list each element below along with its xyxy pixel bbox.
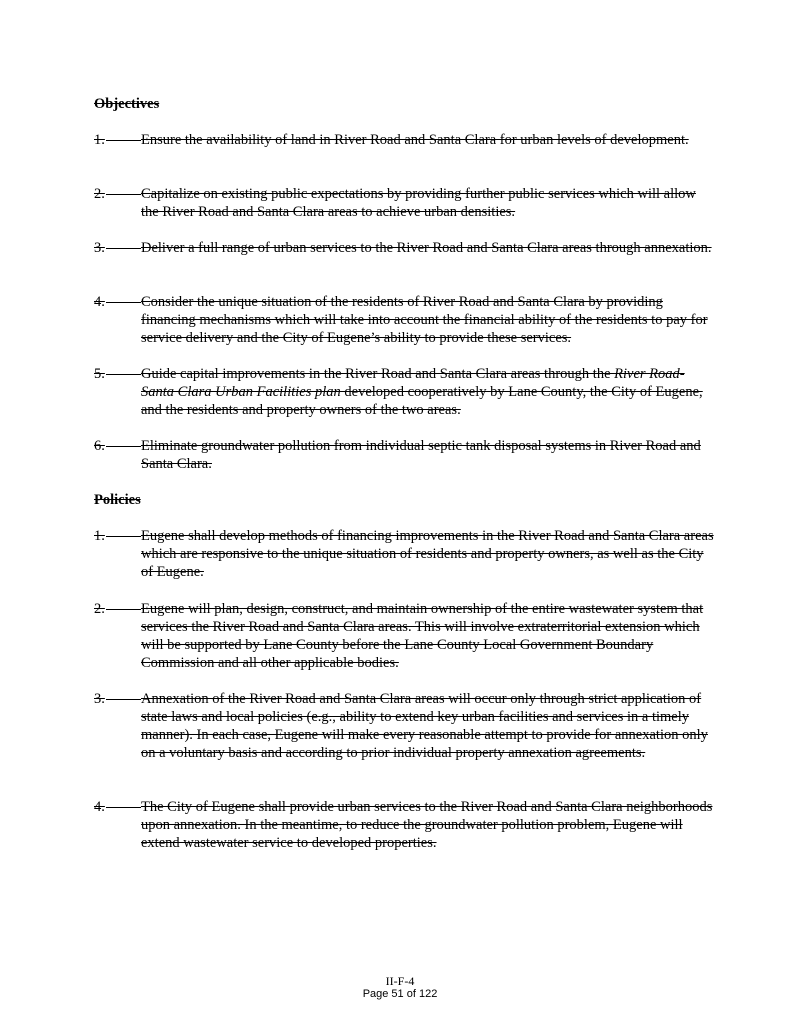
policy-number: 3. (94, 690, 141, 708)
policy-item-4 (94, 798, 714, 852)
objective-text: Capitalize on existing public expectations by providing further public services which will allow the River Road and Santa Clara areas to achieve urban densities. (141, 186, 696, 220)
objective-text: Deliver a full range of urban services to the River Road and Santa Clara areas through annexation. (141, 240, 712, 256)
objective-text: Ensure the availability of land in River Road and Santa Clara for urban levels of development. (141, 132, 689, 148)
objective-text-part: developed cooperatively by Lane County, the City of Eugene, and the residents and property owners of the two areas. (141, 384, 703, 418)
policy-text: Eugene shall develop methods of financing improvements in the River Road and Santa Clara areas which are responsive to the unique situation of residents and property owners, as well as the City of Eugene. (141, 528, 714, 580)
policy-text: Eugene will plan, design, construct, and maintain ownership of the entire wastewater system that services the River Road and Santa Clara areas. This will involve extraterritorial extension which will be supported by Lane County before the Lane County Local Government Boundary Commission and all other applicable bodies. (141, 601, 704, 671)
objective-item-6 (94, 437, 714, 473)
policy-item-2 (94, 600, 714, 672)
objective-number: 3. (94, 239, 141, 257)
objective-text-part: Guide capital improvements in the River Road and Santa Clara areas through the (141, 366, 615, 382)
objective-item-5 (94, 365, 714, 419)
policies-heading: Policies (94, 492, 141, 508)
objective-item-2 (94, 185, 714, 221)
policy-item-3 (94, 690, 714, 762)
section-code: II-F-4 (385, 974, 415, 988)
objective-number: 5. (94, 365, 141, 383)
objective-number: 2. (94, 185, 141, 203)
objective-item-4 (94, 293, 714, 347)
policy-number: 2. (94, 600, 141, 618)
objective-item-3 (94, 239, 714, 257)
objective-item-1 (94, 131, 714, 149)
policy-text: The City of Eugene shall provide urban services to the River Road and Santa Clara neighborhoods upon annexation. In the meantime, to reduce the groundwater pollution problem, Eugene will extend wastewater service to developed properties. (141, 799, 713, 851)
objective-text: Eliminate groundwater pollution from individual septic tank disposal systems in River Road and Santa Clara. (141, 438, 701, 472)
objective-number: 6. (94, 437, 141, 455)
page-number: Page 51 of 122 (362, 988, 438, 1000)
policy-number: 1. (94, 527, 141, 545)
objective-number: 4. (94, 293, 141, 311)
policy-number: 4. (94, 798, 141, 816)
objectives-heading: Objectives (94, 96, 160, 112)
objective-number: 1. (94, 131, 141, 149)
objective-text (141, 365, 714, 419)
plan-title: River Road-Santa Clara Urban Facilities plan (141, 366, 685, 400)
policy-text: Annexation of the River Road and Santa Clara areas will occur only through strict application of state laws and local policies (e.g., ability to extend key urban facilities and services in a timely manner). In each case, Eugene will make every reasonable attempt to provide for annexation only on a voluntary basis and according to prior individual property annexation agreements. (141, 691, 708, 761)
objective-text: Consider the unique situation of the residents of River Road and Santa Clara by providing financing mechanisms which will take into account the financial ability of the residents to pay for service delivery and the City of Eugene’s ability to provide these services. (141, 294, 708, 346)
policy-item-1 (94, 527, 714, 581)
